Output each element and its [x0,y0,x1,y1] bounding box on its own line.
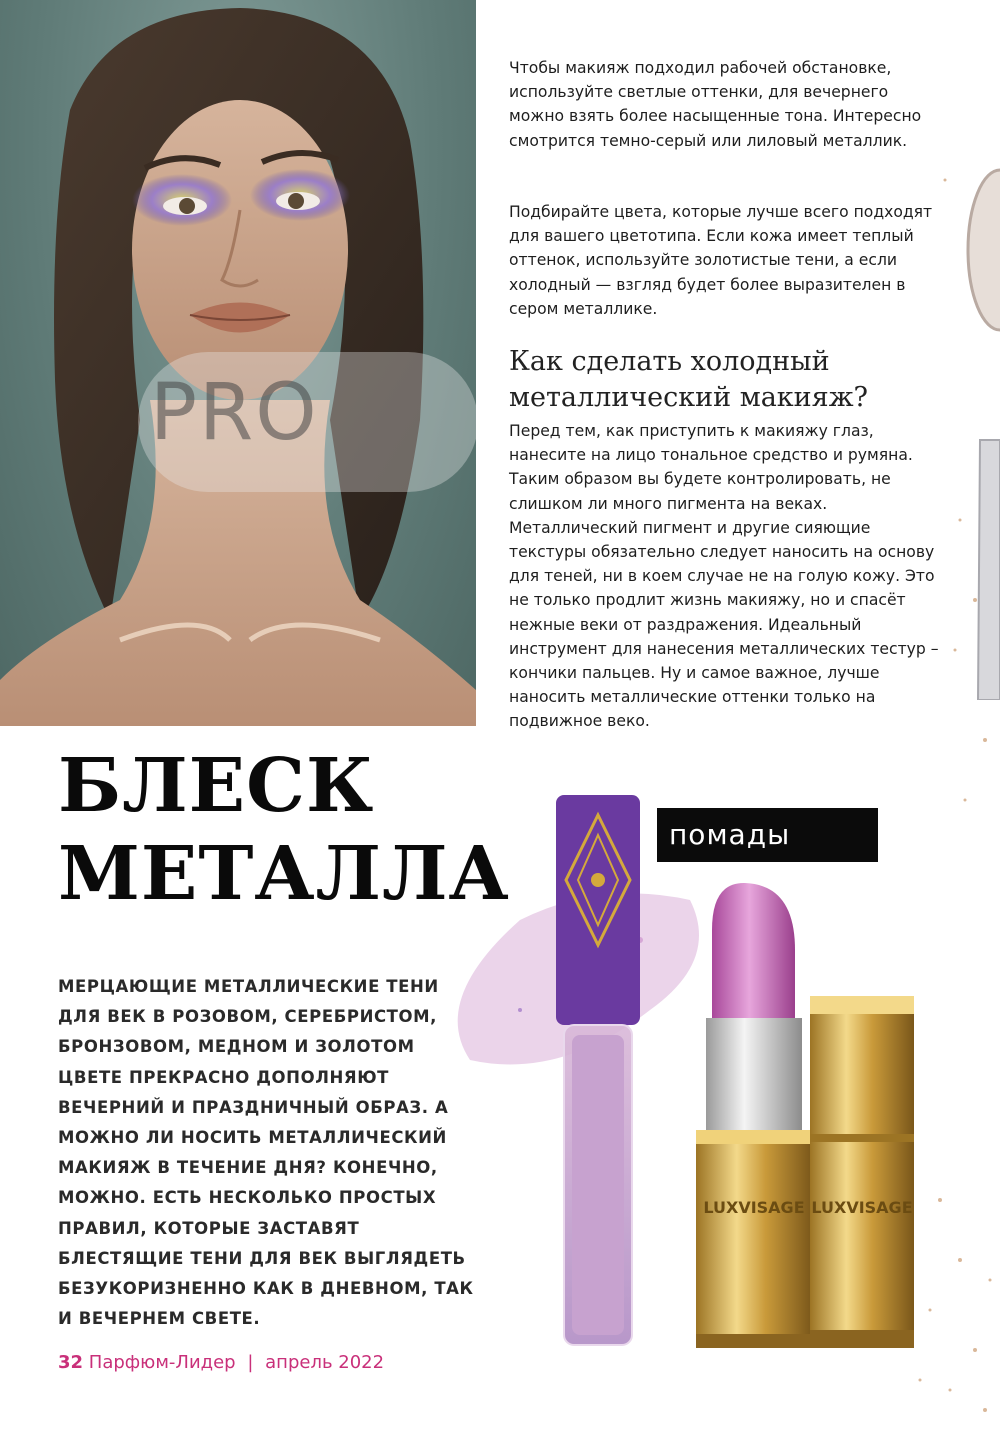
paragraph-3: Перед тем, как приступить к макияжу глаз, нанесите на лицо тональное средство и румяна. Таким образом вы будете контролировать, не слишком ли много пигмента на веках. Металлический пигмент и другие сияющие текстуры обязательно следует наносить на основу для теней, ни в коем случае не на голую кожу. Это не только продлит жизнь макияжу, но и спасёт нежные веки от раздражения. Идеальный инструмент для нанесения металлических тестур – кончики пальцев. Ну и самое важное, лучше наносить металлические оттенки только на подвижное веко. [509,422,939,731]
magazine-name: Парфюм-Лидер [88,1352,236,1373]
edge-products [940,0,1000,700]
lip-gloss-tube [556,795,640,1345]
watermark-text: PRO [150,368,319,458]
lipstick-closed [810,996,914,1348]
lipstick-brand-label-1: LUXVISAGE [703,1198,805,1217]
paragraph-1: Чтобы макияж подходил рабочей обстановке, используйте светлые оттенки, для вечернего можно взять более насыщенные тона. Интересно смотрится темно-серый или лиловый металлик. [509,59,922,150]
paragraph-2: Подбирайте цвета, которые лучше всего подходят для вашего цветотипа. Если кожа имеет теплый оттенок, используйте золотистые тени, а если холодный — взгляд будет более выразителен в сером металлике. [509,203,933,318]
title-line-1: БЛЕСК [58,743,375,829]
page-footer [58,1352,384,1373]
footer-separator: | [247,1352,254,1373]
category-tag: помады [657,808,878,862]
page-number: 32 [58,1352,84,1373]
section-heading: Как сделать холодный металлический макияж? [509,346,869,413]
lead-paragraph: МЕРЦАЮЩИЕ МЕТАЛЛИЧЕСКИЕ ТЕНИ ДЛЯ ВЕК В РОЗОВОМ, СЕРЕБРИСТОМ, БРОНЗОВОМ, МЕДНОМ И ЗОЛОТОМ ЦВЕТЕ ПРЕКРАСНО ДОПОЛНЯЮТ ВЕЧЕРНИЙ И ПРАЗДНИЧНЫЙ ОБРАЗ. А МОЖНО ЛИ НОСИТЬ МЕТАЛЛИЧЕСКИЙ МАКИЯЖ В ТЕЧЕНИЕ ДНЯ? КОНЕЧНО, МОЖНО. ЕСТЬ НЕСКОЛЬКО ПРОСТЫХ ПРАВИЛ, КОТОРЫЕ ЗАСТАВЯТ БЛЕСТЯЩИЕ ТЕНИ ДЛЯ ВЕК ВЫГЛЯДЕТЬ БЕЗУКОРИЗНЕННО КАК В ДНЕВНОМ, ТАК И ВЕЧЕРНЕМ СВЕТЕ. [58,977,474,1329]
title-line-2: МЕТАЛЛА [58,831,510,917]
lipstick-open [696,883,812,1348]
issue-date: апрель 2022 [265,1352,385,1373]
lipstick-brand-label-2: LUXVISAGE [811,1198,913,1217]
